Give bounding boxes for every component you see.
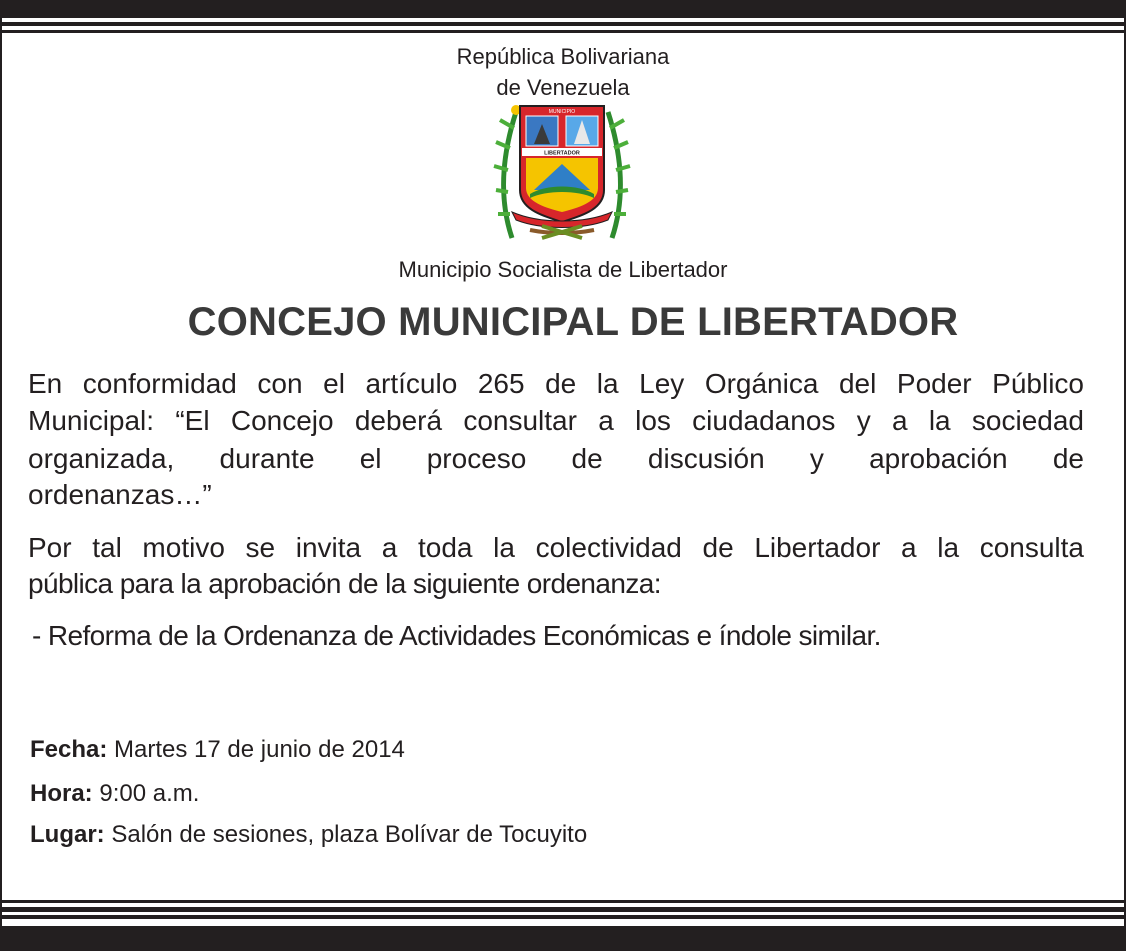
- crest-band-text: LIBERTADOR: [544, 150, 580, 157]
- date-row: [30, 735, 405, 765]
- bottom-border-line-2: [0, 915, 1126, 919]
- country-line-2: de Venezuela: [496, 75, 630, 100]
- top-border-bar: [0, 0, 1126, 18]
- bottom-border-line: [0, 907, 1126, 912]
- country-line-1: República Bolivariana: [456, 44, 670, 69]
- place-label: Lugar:: [30, 821, 105, 848]
- ordinance-item: - Reforma de la Ordenanza de Actividades Económicas e índole similar.: [32, 620, 881, 651]
- date-label: Fecha:: [30, 736, 108, 763]
- paragraph1-line-4: ordenanzas…”: [28, 479, 212, 510]
- bottom-border-bar: [0, 926, 1126, 951]
- place-value: Salón de sesiones, plaza Bolívar de Tocuyito: [111, 821, 588, 848]
- paragraph2-line-2: pública para la aprobación de la siguiente ordenanza:: [28, 568, 661, 599]
- time-value: 9:00 a.m.: [99, 780, 200, 807]
- municipal-crest-icon: [490, 98, 634, 248]
- top-border-line: [0, 22, 1126, 26]
- paragraph1-line-3: organizada, durante el proceso de discusión y aprobación de: [28, 443, 1084, 474]
- paragraph1-line-1: En conformidad con el artículo 265 de la Ley Orgánica del Poder Público: [28, 368, 1084, 399]
- time-row: [30, 779, 199, 809]
- page-title: CONCEJO MUNICIPAL DE LIBERTADOR: [187, 300, 959, 344]
- crest-top-text: MUNICIPIO: [548, 109, 576, 115]
- municipality-line: Municipio Socialista de Libertador: [398, 257, 728, 282]
- paragraph1-line-2: Municipal: “El Concejo deberá consultar a los ciudadanos y a la sociedad: [28, 405, 1084, 436]
- bottom-border-line-thin: [0, 900, 1126, 903]
- time-label: Hora:: [30, 780, 93, 807]
- place-row: [30, 820, 587, 850]
- paragraph2-line-1: Por tal motivo se invita a toda la colectividad de Libertador a la consulta: [28, 532, 1084, 563]
- frame-left: [0, 0, 2, 951]
- date-value: Martes 17 de junio de 2014: [114, 736, 405, 763]
- top-border-line-thin: [0, 30, 1126, 33]
